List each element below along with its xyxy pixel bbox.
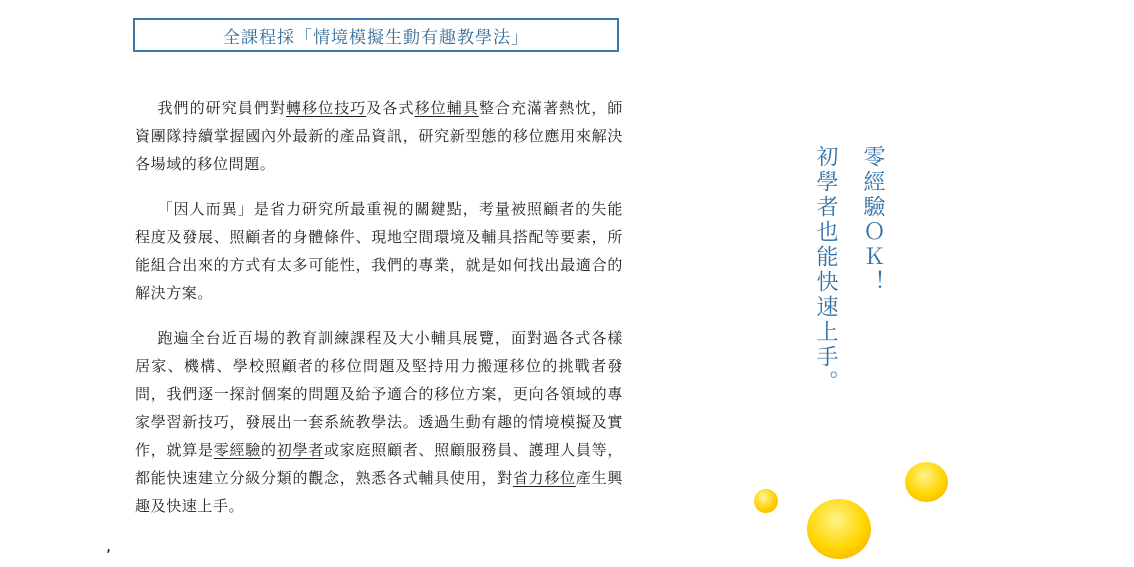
vertical-slogan-line-2: 初學者也能快速上手。 bbox=[813, 145, 838, 395]
p3-text-4: 產生興趣及快速上手。 bbox=[135, 469, 623, 515]
yellow-ball-large-decoration bbox=[807, 499, 871, 559]
p3-text-2: 的 bbox=[260, 441, 277, 459]
paragraph-2 bbox=[135, 195, 623, 307]
body-text bbox=[135, 94, 623, 537]
p3-text-1: 跑遍全台近百場的教育訓練課程及大小輔具展覽，面對過各式各樣居家、機構、學校照顧者的移位問題及堅持用力搬運移位的挑戰者發問，我們逐一探討個案的問題及給予適合的移位方案，更向各領域的專家學習新技巧，發展出一套系統教學法。透過生動有趣的情境模擬及實作，就算是 bbox=[135, 329, 623, 459]
course-title-box bbox=[133, 18, 619, 52]
yellow-ball-small-decoration bbox=[754, 489, 778, 513]
course-title: 全課程採「情境模擬生動有趣教學法」 bbox=[223, 27, 529, 48]
p1-underline-transfer-aids: 移位輔具 bbox=[414, 99, 479, 117]
paragraph-3 bbox=[135, 324, 623, 520]
p1-text-3: 整合充滿著熱忱，師資團隊持續掌握國內外最新的產品資訊，研究新型態的移位應用來解決各場域的移位問題。 bbox=[135, 99, 623, 173]
p1-text-1: 我們的研究員們對 bbox=[157, 99, 287, 117]
paragraph-1 bbox=[135, 94, 623, 178]
p1-text-2: 及各式 bbox=[366, 99, 415, 117]
p1-underline-transfer-skills: 轉移位技巧 bbox=[286, 99, 367, 117]
stray-comma-mark: , bbox=[106, 536, 112, 555]
p3-text-3: 或家庭照顧者、照顧服務員、護理人員等，都能快速建立分級分類的觀念，熟悉各式輔具使用，對 bbox=[135, 441, 623, 487]
yellow-ball-right-decoration bbox=[905, 462, 948, 502]
p3-underline-zero-experience: 零經驗 bbox=[213, 441, 261, 459]
p3-underline-effortless-transfer: 省力移位 bbox=[512, 469, 576, 487]
vertical-slogan-line-1: 零經驗ＯＫ！ bbox=[860, 145, 885, 295]
p2-text-1: 「因人而異」是省力研究所最重視的關鍵點，考量被照顧者的失能程度及發展、照顧者的身體條件、現地空間環境及輔具搭配等要素，所能組合出來的方式有太多可能性，我們的專業，就是如何找出最適合的解決方案。 bbox=[135, 200, 623, 302]
p3-underline-beginner: 初學者 bbox=[276, 441, 324, 459]
